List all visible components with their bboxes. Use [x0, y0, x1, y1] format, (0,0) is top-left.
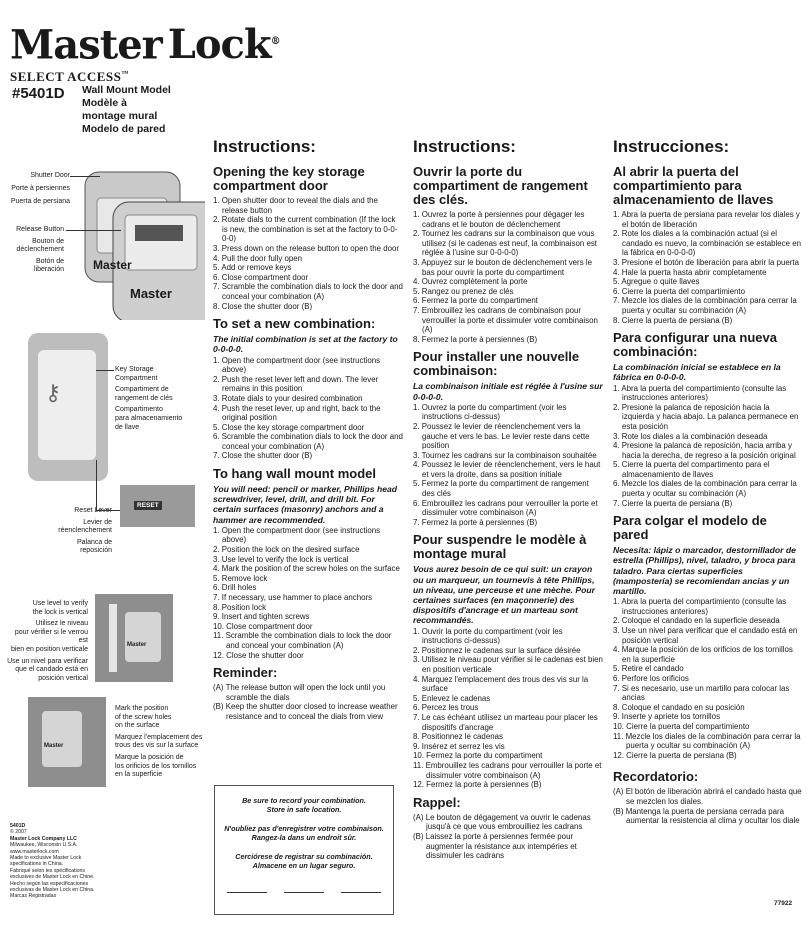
device-mark-holes: Master — [44, 743, 64, 749]
english-s1-title: Opening the key storage compartment door — [213, 164, 365, 193]
french-s3-note: Vous aurez besoin de ce qui suit: un crayon ou un marqueur, un tournevis à tête Phillips, un niveau, une perceuse et une mèche. Pour certaines surfaces (en maçonnerie) des dispositifs d'ancrage et un marteau sont recommandés. — [413, 564, 595, 626]
english-s1-list: 1. Open shutter door to reveal the dials and the release button 2. Rotate dials to the current combination (If the lock is new, the combination is set at the factory to 0-0-0-0) 3. Press down on the release button to open the door 4. Pull the door fully open 5. Add or remove keys 6. Close compartment door 7. Scramble the combination dials to lock the door and conceal your combination (A) 8. Close the shutter door (B) — [213, 196, 403, 311]
spanish-s2-title: Para configurar una nueva combinación: — [613, 330, 777, 360]
french-s1-title: Ouvrir la porte du compartiment de rangement des clés. — [413, 164, 588, 207]
spanish-s3-title: Para colgar el modelo de pared — [613, 513, 767, 543]
french-s4-list: (A) Le bouton de dégagement va ouvrir le cadenas jusqu'à ce que vous embrouilliez les cadrans (B) Laissez la porte à persiennes fermée pour augmenter la résistance aux intempéries et dissimuler les cadrans — [413, 812, 591, 861]
combination-blanks — [227, 892, 381, 893]
french-column — [413, 137, 603, 861]
french-s3-title: Pour suspendre le modèle à montage mural — [413, 532, 587, 562]
english-s4-title: Reminder: — [213, 665, 278, 681]
level-photo — [95, 594, 173, 682]
device-mark-level: Master — [127, 642, 147, 648]
key-icon: ⚷ — [45, 380, 62, 405]
label-shutter-door-fr: Porte à persiennes — [11, 185, 70, 192]
label-use-level: Use level to verify the lock is vertical Utilisez le niveau pour vérifier si le verrou est bien en position verticale Use un nivel para verificar que el candado está en posición vertical — [7, 600, 88, 682]
english-s2-title: To set a new combination: — [213, 316, 376, 332]
english-column — [213, 137, 403, 722]
spanish-s1-title: Al abrir la puerta del compartimiento para almacenamiento de llaves — [613, 164, 774, 207]
french-s2-list: 1. Ouvrez la porte du compartiment (voir les instructions ci-dessus) 2. Poussez le levier de réenclenchement vers la gauche et vers le bas. Le levier reste dans cette position 3. Tournez les cadrans sur la combinaison souhaitée 4. Poussez le levier de réenclenchement, vers le haut et vers la droite, dans sa position initiale 5. Fermez la porte du compartiment de rangement des clés 6. Embrouillez les cadrans pour verrouiller la porte et dissimuler votre combinaison (A) 7. Fermez la porte à persiennes (B) — [413, 402, 601, 527]
brand-logo — [10, 22, 280, 85]
spanish-s3-note: Necesita: lápiz o marcador, destornillador de estrella (Phillips), nivel, taladro, y broca para taladro. Para ciertas superficies (mampostería) se recomiendan ancias y un martillo. — [613, 545, 796, 597]
label-release-button: Release Button Bouton de déclenchement Botón de liberación — [16, 226, 64, 274]
label-shutter-door: Shutter Door — [30, 172, 70, 179]
level-tool — [109, 604, 117, 672]
record-combination-box: Be sure to record your combination. Store in safe location. N'oubliez pas d'enregistrer votre combinaison. Rangez-la dans un endroit sûr. Cerciórese de registrar su combinación. Almacene en un lugar seguro. — [214, 785, 394, 915]
label-mark-position: Mark the position of the screw holes on the surface Marquez l'emplacement des trous des vis sur la surface Marque la posición de los orificios de los tornillos en la superficie — [115, 705, 203, 779]
model-names: Wall Mount Model Modèle à montage mural Modelo de pared — [82, 84, 171, 135]
spanish-s4-list: (A) El botón de liberación abrirá el candado hasta que se mezclen los diales. (B) Mantenga la puerta de persiana cerrada para aumentar la resistencia al clima y ocultar los diale — [613, 787, 802, 826]
spanish-title: Instrucciones: — [613, 137, 730, 156]
device-label-back: Master — [93, 258, 132, 272]
spanish-s3-list: 1. Abra la puerta del compartimiento (consulte las instrucciones anteriores) 2. Coloque el candado en la superficie deseada 3. Use un nivel para verificar que el candado está en posición vertical 4. Marque la posición de los orificios de los tornillos en la superficie 5. Retire el candado 6. Perfore los orificios 7. Si es necesario, use un martillo para colocar las ancias 8. Coloque el candado en su posición 9. Inserte y apriete los tornillos 10. Cierre la puerta del compartimiento 11. Mezcle los diales de la combinación para cerrar la puerta y ocultar su combinación (A) 12. Cierre la puerta de persiana (B) — [613, 597, 801, 760]
spanish-s2-note: La combinación inicial se establece en la fábrica en 0-0-0-0. — [613, 362, 781, 383]
doc-code: 77922 — [774, 900, 793, 907]
french-s3-list: 1. Ouvrir la porte du compartiment (voir les instructions ci-dessus) 2. Positionnez le cadenas sur la surface désirée 3. Utilisez le niveau pour vérifier si le cadenas est bien en position verticale 4. Marquez l'emplacement des trous des vis sur la surface 5. Enlevez le cadenas 6. Percez les trous 7. Le cas échéant utilisez un marteau pour placer les dispositifs d'ancrage 8. Positionnez le cadenas 9. Insérez et serrez les vis 10. Fermez la porte du compartiment 11. Embrouillez les cadrans pour verrouiller la porte et dissimuler votre combinaison (A) 12. Fermez la porte à persiennes (B) — [413, 626, 603, 790]
mark-holes-photo — [28, 697, 106, 787]
english-s2-list: 1. Open the compartment door (see instructions above) 2. Push the reset lever left and down. The lever remains in this position 3. Rotate dials to your desired combination 4. Push the reset lever, up and right, back to the original position 5. Close the key storage compartment door 6. Scramble the combination dials to lock the door and conceal your combination (A) 7. Close the shutter door (B) — [213, 355, 403, 461]
french-title: Instructions: — [413, 137, 516, 156]
label-shutter-door-es: Puerta de persiana — [10, 198, 70, 205]
brand-wordmark: Master Lock® — [10, 21, 280, 69]
english-title: Instructions: — [213, 137, 316, 156]
french-s1-list: 1. Ouvrez la porte à persiennes pour dégager les cadrans et le bouton de déclenchement 2. Tournez les cadrans sur la combinaison que vous utilisez (si le cadenas est neuf, la combinaison est réglée à l'usine sur 0-0-0-0) 3. Appuyez sur le bouton de déclenchement vers le bas pour ouvrir la porte du compartiment 4. Ouvrez complètement la porte 5. Rangez ou prenez de clés 6. Fermez la porte du compartiment 7. Embrouillez les cadrans de combinaison pour verrouiller la porte et dissimuler votre combinaison (A) 8. Fermez la porte à persiennes (B) — [413, 210, 598, 344]
spanish-s4-title: Recordatorio: — [613, 769, 699, 785]
french-s2-title: Pour installer une nouvelle combinaison: — [413, 349, 580, 379]
label-reset-lever: Reset Lever Levier de réenclenchement Palanca de reposición — [58, 507, 112, 555]
reset-lever-photo — [120, 485, 195, 527]
english-s3-note: You will need: pencil or marker, Phillips head screwdriver, level, drill, and drill bit. For certain surfaces (masonry) anchors and a hammer are recommended. — [213, 484, 398, 525]
footer-legal: 5401D © 2007 Master Lock Company LLC Milwaukee, Wisconsin U.S.A. www.masterlock.com Made to exclusive Master Lock specifications in China. Fabriqué selon les spécifications exclusives de Master Lock en Chine. Hecho según las especificaciones exclusivas de Master Lock en China. Marcas Registradas — [10, 823, 95, 900]
english-s3-title: To hang wall mount model — [213, 466, 376, 482]
reset-tag: RESET — [134, 501, 162, 510]
device-label-front: Master — [130, 286, 172, 301]
model-number: #5401D — [12, 85, 65, 102]
label-key-storage: Key Storage Compartment Compartiment de rangement de clés Compartimento para almacenamiento de llave — [115, 366, 183, 431]
french-s4-title: Rappel: — [413, 794, 461, 810]
spanish-s1-list: 1. Abra la puerta de persiana para revelar los diales y el botón de liberación 2. Rote los diales a la combinación actual (si el candado es nuevo, la combinación se establece en la fábrica en 0-0-0-0) 3. Presione el botón de liberación para abrir la puerta 4. Hale la puerta hasta abrir completamente 5. Agregue o quite llaves 6. Cierre la puerta del compartimiento 7. Mezcle los diales de la combinación para cerrar la puerta y ocultar su combinación (A) 8. Cierre la puerta de persiana (B) — [613, 210, 801, 325]
spanish-s2-list: 1. Abra la puerta del compartimiento (consulte las instrucciones anteriores) 2. Presione la palanca de reposición hacia la izquierda y hacia abajo. La palanca permanece en esta posición 3. Rote los diales a la combinación deseada 4. Presione la palanca de reposición, hacia arriba y hacia la derecha, de regreso a la posición original 5. Cierre la puerta del compartimento para el almacenamiento de llaves 6. Mezcle los diales de la combinación para cerrar la puerta y ocultar su combinación (A) 7. Cierre la puerta de persiana (B) — [613, 383, 799, 508]
mounted-lockbox — [125, 612, 161, 662]
french-s2-note: La combinaison initiale est réglée à l'usine sur 0-0-0-0. — [413, 381, 603, 402]
brand-subline: SELECT ACCESS™ — [10, 69, 129, 85]
spanish-column — [613, 137, 803, 826]
mounted-lockbox-mark — [42, 711, 82, 767]
english-s3-list: 1. Open the compartment door (see instructions above) 2. Position the lock on the desired surface 3. Use level to verify the lock is vertical 4. Mark the position of the screw holes on the surface 5. Remove lock 6. Drill holes 7. If necessary, use hammer to place anchors 8. Position lock 9. Insert and tighten screws 10. Close compartment door 11. Scramble the combination dials to lock the door and conceal your combination (A) 12. Close the shutter door — [213, 525, 400, 660]
english-s4-list: (A) The release button will open the lock until you scramble the dials (B) Keep the shutter door closed to increase weather resistance and to conceal the dials from view — [213, 683, 398, 721]
english-s2-note: The initial combination is set at the factory to 0-0-0-0. — [213, 334, 398, 355]
